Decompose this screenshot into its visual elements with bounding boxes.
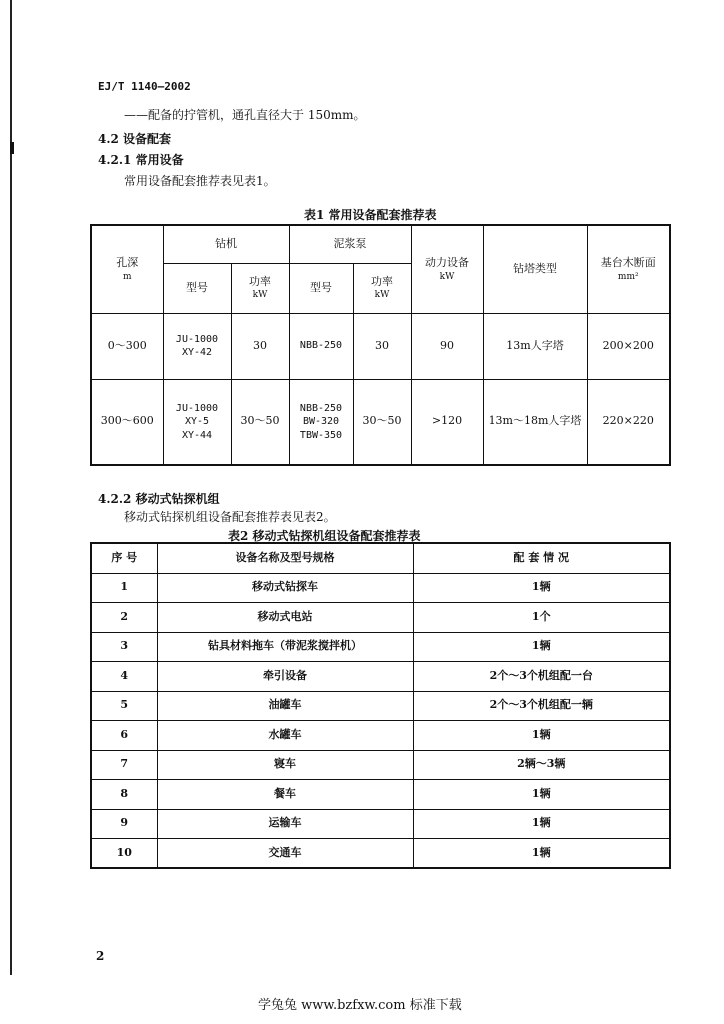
cell-drill-model: JU-1000 XY-5 XY-44 <box>163 379 231 465</box>
cell-pump-model: NBB-250 BW-320 TBW-350 <box>289 379 353 465</box>
section-heading-4-2-2: 4.2.2 移动式钻探机组 <box>98 492 220 506</box>
cell-equipment: 运输车 <box>157 809 413 839</box>
cell-index: 3 <box>91 632 157 662</box>
cell-index: 7 <box>91 750 157 780</box>
table-row <box>91 573 670 603</box>
footer-watermark: 学兔兔 www.bzfxw.com 标准下载 <box>258 998 462 1013</box>
cell-base: 220×220 <box>587 379 670 465</box>
section-heading-4-2: 4.2 设备配套 <box>98 132 172 146</box>
cell-equipment: 牵引设备 <box>157 662 413 692</box>
cell-pump-power: 30～50 <box>353 379 411 465</box>
cell-equipment: 交通车 <box>157 839 413 869</box>
cell-drill-power: 30～50 <box>231 379 289 465</box>
cell-tower: 13m人字塔 <box>483 313 587 379</box>
cell-pump-power: 30 <box>353 313 411 379</box>
table-row <box>91 603 670 633</box>
paragraph-line: 移动式钻探机组设备配套推荐表见表2。 <box>124 510 336 524</box>
cell-equipment: 餐车 <box>157 780 413 810</box>
header-power: 动力设备 kW <box>411 225 483 313</box>
cell-config: 1辆 <box>413 780 670 810</box>
paragraph-line: 常用设备配套推荐表见表1。 <box>124 174 276 188</box>
cell-drill-power: 30 <box>231 313 289 379</box>
cell-index: 5 <box>91 691 157 721</box>
table-row <box>91 379 670 465</box>
header-drill: 钻机 <box>163 225 289 263</box>
cell-index: 9 <box>91 809 157 839</box>
cell-index: 1 <box>91 573 157 603</box>
header-pump-model: 型号 <box>289 263 353 313</box>
table1 <box>90 224 671 466</box>
cell-config: 1辆 <box>413 721 670 751</box>
paragraph-line: ——配备的拧管机，通孔直径大于 150mm。 <box>124 108 366 122</box>
cell-power: >120 <box>411 379 483 465</box>
header-equipment: 设备名称及型号规格 <box>157 543 413 573</box>
header-pump: 泥浆泵 <box>289 225 411 263</box>
header-base: 基台木断面 mm² <box>587 225 670 313</box>
standard-code: EJ/T 1140—2002 <box>98 80 191 93</box>
cell-index: 8 <box>91 780 157 810</box>
cell-equipment: 钻具材料拖车（带泥浆搅拌机） <box>157 632 413 662</box>
cell-drill-model: JU-1000 XY-42 <box>163 313 231 379</box>
cell-depth: 300～600 <box>91 379 163 465</box>
table2 <box>90 542 671 869</box>
cell-equipment: 移动式电站 <box>157 603 413 633</box>
header-drill-model: 型号 <box>163 263 231 313</box>
table-row <box>91 750 670 780</box>
cell-equipment: 油罐车 <box>157 691 413 721</box>
section-heading-4-2-1: 4.2.1 常用设备 <box>98 153 184 167</box>
cell-config: 2个～3个机组配一台 <box>413 662 670 692</box>
header-drill-power: 功率 kW <box>231 263 289 313</box>
cell-base: 200×200 <box>587 313 670 379</box>
cell-config: 1个 <box>413 603 670 633</box>
table-row <box>91 839 670 869</box>
cell-power: 90 <box>411 313 483 379</box>
cell-depth: 0～300 <box>91 313 163 379</box>
header-index: 序 号 <box>91 543 157 573</box>
table-row <box>91 632 670 662</box>
cell-config: 2个～3个机组配一辆 <box>413 691 670 721</box>
cell-config: 1辆 <box>413 573 670 603</box>
scan-margin-mark <box>10 142 14 154</box>
cell-index: 4 <box>91 662 157 692</box>
header-tower: 钻塔类型 <box>483 225 587 313</box>
cell-equipment: 水罐车 <box>157 721 413 751</box>
cell-index: 2 <box>91 603 157 633</box>
cell-config: 1辆 <box>413 839 670 869</box>
table-row <box>91 809 670 839</box>
table-row <box>91 721 670 751</box>
cell-index: 10 <box>91 839 157 869</box>
cell-tower: 13m～18m人字塔 <box>483 379 587 465</box>
table-row <box>91 691 670 721</box>
cell-pump-model: NBB-250 <box>289 313 353 379</box>
header-pump-power: 功率 kW <box>353 263 411 313</box>
table1-caption: 表1 常用设备配套推荐表 <box>304 208 437 222</box>
cell-equipment: 移动式钻探车 <box>157 573 413 603</box>
header-config: 配 套 情 况 <box>413 543 670 573</box>
table-row <box>91 780 670 810</box>
table2-caption: 表2 移动式钻探机组设备配套推荐表 <box>228 529 421 543</box>
cell-equipment: 寝车 <box>157 750 413 780</box>
cell-config: 2辆～3辆 <box>413 750 670 780</box>
header-depth: 孔深 m <box>91 225 163 313</box>
table-row <box>91 313 670 379</box>
cell-config: 1辆 <box>413 809 670 839</box>
table-header-row <box>91 543 670 573</box>
cell-index: 6 <box>91 721 157 751</box>
page-number: 2 <box>96 949 105 963</box>
table-row <box>91 662 670 692</box>
cell-config: 1辆 <box>413 632 670 662</box>
